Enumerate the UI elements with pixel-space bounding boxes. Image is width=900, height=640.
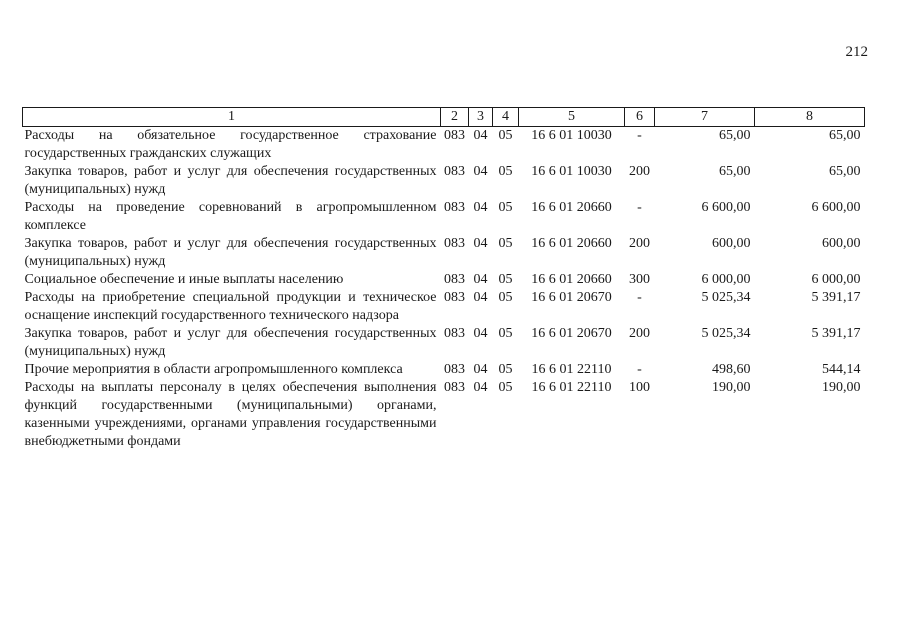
row-vr: -	[637, 362, 642, 377]
table-row	[23, 325, 865, 361]
table-row	[23, 199, 865, 235]
row-sum-2: 190,00	[822, 380, 861, 395]
row-csr: 16 6 01 20670	[531, 290, 612, 305]
row-vr: -	[637, 200, 642, 215]
row-sum-2: 600,00	[822, 236, 861, 251]
row-gr: 083	[444, 290, 465, 305]
table-row	[23, 289, 865, 325]
row-sum-1: 6 000,00	[701, 272, 751, 287]
row-pr: 05	[498, 362, 513, 377]
header-col-3: 3	[469, 108, 493, 127]
row-gr: 083	[444, 164, 465, 179]
row-rz: 04	[473, 200, 488, 215]
row-sum-2: 5 391,17	[811, 326, 861, 341]
table-row	[23, 235, 865, 271]
row-rz: 04	[473, 326, 488, 341]
row-csr: 16 6 01 20660	[531, 200, 612, 215]
row-csr: 16 6 01 22110	[531, 362, 612, 377]
row-csr: 16 6 01 20670	[531, 326, 612, 341]
table-row	[23, 163, 865, 199]
row-name: Социальное обеспечение и иные выплаты населению	[24, 272, 344, 287]
row-name: Закупка товаров, работ и услуг для обеспечения государственных (муниципальных) нужд	[24, 326, 437, 359]
row-vr: -	[637, 128, 642, 143]
row-sum-2: 5 391,17	[811, 290, 861, 305]
row-sum-1: 6 600,00	[701, 200, 751, 215]
row-sum-1: 600,00	[712, 236, 751, 251]
header-col-7: 7	[655, 108, 755, 127]
row-pr: 05	[498, 272, 513, 287]
row-gr: 083	[444, 128, 465, 143]
row-gr: 083	[444, 200, 465, 215]
row-pr: 05	[498, 236, 513, 251]
header-col-8: 8	[755, 108, 865, 127]
row-csr: 16 6 01 10030	[531, 128, 612, 143]
row-rz: 04	[473, 272, 488, 287]
table-row	[23, 379, 865, 451]
table-row	[23, 127, 865, 164]
row-sum-2: 6 600,00	[811, 200, 861, 215]
row-rz: 04	[473, 362, 488, 377]
row-sum-2: 6 000,00	[811, 272, 861, 287]
row-vr: 200	[629, 326, 650, 341]
row-gr: 083	[444, 236, 465, 251]
row-pr: 05	[498, 290, 513, 305]
row-vr: 100	[629, 380, 650, 395]
row-sum-1: 190,00	[712, 380, 751, 395]
table-row	[23, 361, 865, 379]
header-col-2: 2	[441, 108, 469, 127]
row-gr: 083	[444, 326, 465, 341]
row-name: Расходы на приобретение специальной продукции и техническое оснащение инспекций государственного технического надзора	[24, 290, 437, 323]
row-sum-2: 544,14	[822, 362, 861, 377]
row-name: Закупка товаров, работ и услуг для обеспечения государственных (муниципальных) нужд	[24, 236, 437, 269]
row-vr: 300	[629, 272, 650, 287]
page-number: 212	[845, 44, 868, 60]
row-name: Расходы на выплаты персоналу в целях обеспечения выполнения функций государственными (муниципальными) органами, казенными учреждениями, органами управления государственными внебюджетными фондами	[24, 380, 437, 449]
row-name: Расходы на обязательное государственное страхование государственных гражданских служащих	[24, 128, 437, 161]
row-sum-2: 65,00	[829, 128, 861, 143]
row-csr: 16 6 01 22110	[531, 380, 612, 395]
row-rz: 04	[473, 290, 488, 305]
row-sum-2: 65,00	[829, 164, 861, 179]
row-sum-1: 498,60	[712, 362, 751, 377]
row-vr: 200	[629, 164, 650, 179]
table-header-row	[23, 108, 865, 127]
row-vr: -	[637, 290, 642, 305]
row-rz: 04	[473, 128, 488, 143]
row-pr: 05	[498, 164, 513, 179]
row-name: Расходы на проведение соревнований в агропромышленном комплексе	[24, 200, 437, 233]
row-rz: 04	[473, 164, 488, 179]
row-name: Прочие мероприятия в области агропромышленного комплекса	[24, 362, 403, 377]
header-col-4: 4	[493, 108, 519, 127]
row-pr: 05	[498, 128, 513, 143]
row-pr: 05	[498, 326, 513, 341]
header-col-1: 1	[23, 108, 441, 127]
row-vr: 200	[629, 236, 650, 251]
row-rz: 04	[473, 236, 488, 251]
row-name: Закупка товаров, работ и услуг для обеспечения государственных (муниципальных) нужд	[24, 164, 437, 197]
row-rz: 04	[473, 380, 488, 395]
row-csr: 16 6 01 10030	[531, 164, 612, 179]
row-csr: 16 6 01 20660	[531, 272, 612, 287]
row-pr: 05	[498, 380, 513, 395]
header-col-5: 5	[519, 108, 625, 127]
row-sum-1: 65,00	[719, 128, 751, 143]
row-gr: 083	[444, 272, 465, 287]
budget-table	[22, 107, 865, 451]
row-csr: 16 6 01 20660	[531, 236, 612, 251]
header-col-6: 6	[625, 108, 655, 127]
row-pr: 05	[498, 200, 513, 215]
table-row	[23, 271, 865, 289]
row-gr: 083	[444, 380, 465, 395]
row-sum-1: 65,00	[719, 164, 751, 179]
row-sum-1: 5 025,34	[701, 326, 751, 341]
row-sum-1: 5 025,34	[701, 290, 751, 305]
row-gr: 083	[444, 362, 465, 377]
